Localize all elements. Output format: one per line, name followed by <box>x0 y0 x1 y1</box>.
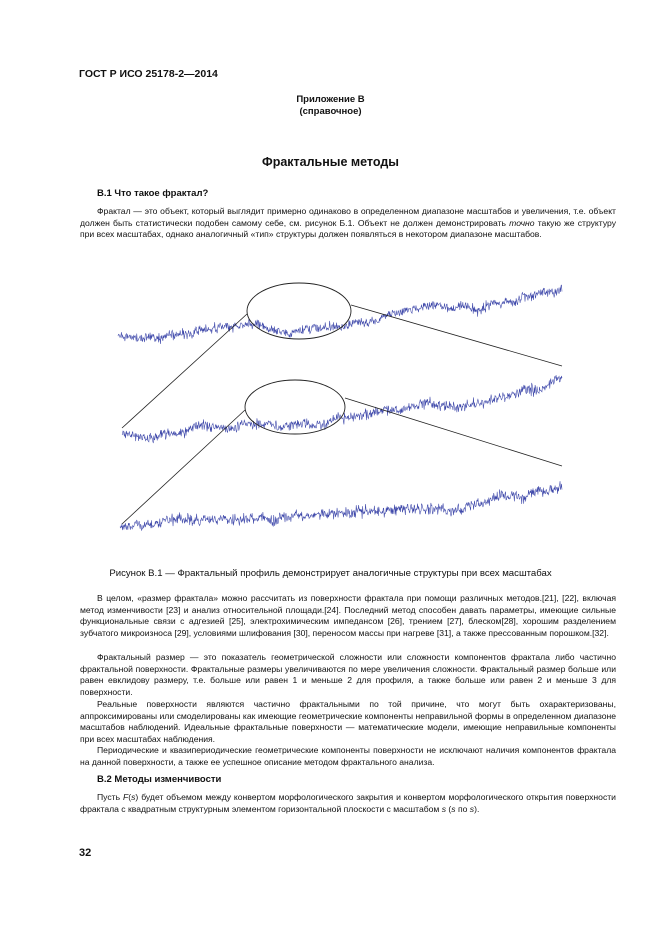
page-title: Фрактальные методы <box>262 155 399 169</box>
math-symbol: s <box>131 792 136 802</box>
page-number: 32 <box>79 847 92 859</box>
text-run: по <box>455 803 470 814</box>
section-b2-heading: В.2 Методы изменчивости <box>97 774 222 785</box>
body-paragraph: Реальные поверхности являются частично фрактальными по той причине, что могут быть охарактеризованы, аппроксимированы или смоделированы как имеющие геометрические компоненты неправильной формы в определенном диапазоне масштабов наблюдений. Идеальные фрактальные поверхности — математические модели, имеющие неправильные компоненты при всех масштабах наблюдения. <box>80 699 616 744</box>
zoom-connector-line <box>351 305 562 366</box>
math-symbol: s <box>451 803 456 814</box>
text-run: ( <box>128 792 132 802</box>
text-run: ). <box>474 803 480 814</box>
zoom-connector-line <box>122 314 247 428</box>
document-id: ГОСТ Р ИСО 25178-2—2014 <box>79 68 218 80</box>
section-b1-paragraph <box>80 206 616 241</box>
emphasis-text: точно <box>509 217 535 228</box>
section-b1-heading: В.1 Что такое фрактал? <box>97 188 209 199</box>
zoom-connector-line <box>122 410 245 524</box>
text-run: Фрактал — это объект, который выглядит примерно одинаково в определенном диапазоне масштабов и увеличения, т.е. объект должен быть статистически подобен самому себе, см. рисунок Б.1. Объект не должен демонстрировать <box>80 206 616 228</box>
math-symbol: F <box>123 792 129 802</box>
text-run: такую же структуру при всех масштабах, однако аналогичный «тип» структуры должен появляться в некотором диапазоне масштабов. <box>80 217 616 240</box>
fractal-profile-figure <box>110 262 574 552</box>
fractal-profile-trace <box>120 481 562 531</box>
section-b2-paragraph <box>80 792 616 815</box>
body-paragraph: В целом, «размер фрактала» можно рассчитать из поверхности фрактала при помощи различных методов.[21], [22], включая метод изменчивости [23] и анализ относительной площади.[24]. Последний метод способен давать параметры, имеющие сильные функциональные связи с адгезией [25], электрохимическим импедансом [26], трением [27], блеском[28], хорошим разделением зубчатого микроизноса [29], условиями шлифования [30], переносом массы при нагреве [31], а также прессованным порошком.[32]. <box>80 593 616 638</box>
fractal-traces <box>118 285 562 530</box>
fractal-profile-trace <box>122 376 562 444</box>
text-run: ) будет объемом между конвертом морфологического закрытия и конвертом морфологического открытия поверхности фрактала с квадратным структурным элементом горизонтальной плоскости с масштабом <box>80 792 616 814</box>
math-symbol: s <box>441 803 447 814</box>
annex-label: Приложение В <box>296 94 365 105</box>
zoom-connector-line <box>345 398 562 466</box>
math-symbol: s <box>469 803 475 814</box>
figure-caption: Рисунок В.1 — Фрактальный профиль демонстрирует аналогичные структуры при всех масштабах <box>109 568 552 579</box>
zoom-ellipse-middle <box>245 380 345 434</box>
body-paragraph: Фрактальный размер — это показатель геометрической сложности или сложности компонентов фрактала либо частично фрактальной поверхности. Фрактальные размеры увеличиваются по мере увеличения сложности. Фрактальный размер больше или равен евклидову размеру, т.е. больше или равен 1 и меньше 2 для профиля, а также больше или равен 2 и меньше 3 для поверхности. <box>80 652 616 697</box>
text-run: Пусть <box>97 792 123 802</box>
annex-kind: (справочное) <box>299 106 362 117</box>
body-paragraph: Периодические и квазипериодические геометрические компоненты поверхности не исключают наличия компонентов фрактала на данной поверхности, а также ее успешное описание методом фрактального анализа. <box>80 745 616 767</box>
text-run: ( <box>446 803 452 814</box>
